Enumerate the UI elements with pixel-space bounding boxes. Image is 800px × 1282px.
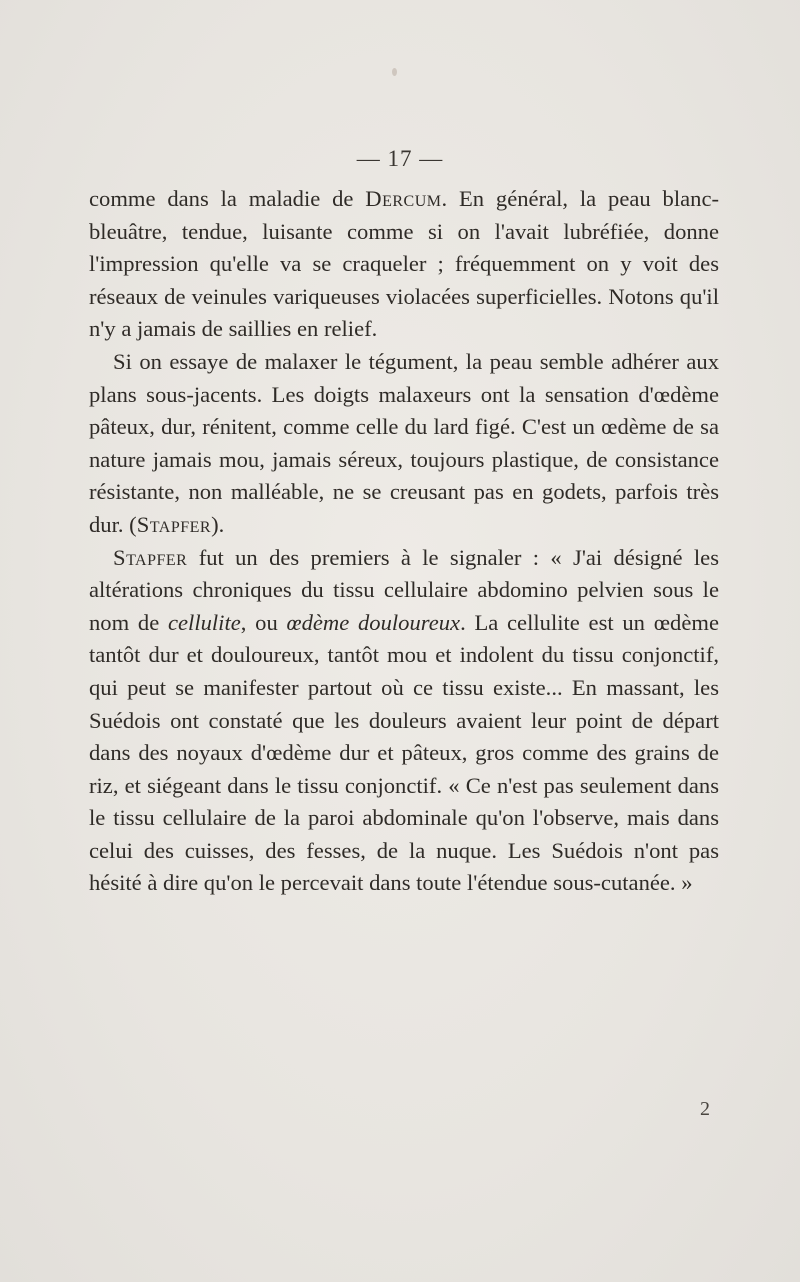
paragraph-1-text-end: . En général, la peau blanc-bleuâtre, tendue, luisante comme si on l'avait lubréfiée, donne l'impression qu'elle va se craqueler ; fréquemment on y voit des réseaux de veinules variqueuses violacées superficielles. Notons qu'il n'y a jamais de saillies en relief. — [89, 186, 719, 342]
page-body — [89, 183, 719, 900]
paragraph-1 — [89, 183, 719, 346]
printer-signature-mark: 2 — [700, 1098, 710, 1120]
paragraph-1-text-start: comme dans la maladie de — [89, 186, 366, 211]
author-name-stapfer: Stapfer — [113, 544, 188, 570]
paragraph-3-text-part-3: . La cellulite est un œdème tantôt dur et douloureux, tantôt mou et indolent du tissu conjonctif, qui peut se manifester partout où ce tissu existe... En massant, les Suédois ont constaté que les douleurs avaient leur point de départ dans des noyaux d'œdème dur et pâteux, gros comme des grains de riz, et siégeant dans le tissu conjonctif. « Ce n'est pas seulement dans le tissu cellulaire de la paroi abdominale qu'on l'observe, mais dans celui des cuisses, des fesses, de la nuque. Les Suédois n'ont pas hésité à dire qu'on le percevait dans toute l'étendue sous-cutanée. » — [89, 609, 719, 896]
paper-spot — [392, 68, 397, 76]
paragraph-2-text: Si on essaye de malaxer le tégument, la peau semble adhérer aux plans sous-jacents. Les doigts malaxeurs ont la sensation d'œdème pâteux, dur, rénitent, comme celle du lard figé. C'est un œdème de sa nature jamais mou, jamais séreux, toujours plastique, de consistance résistante, non malléable, ne se creusant pas en godets, parfois très dur. ( — [89, 348, 719, 537]
page-number: — 17 — — [356, 146, 444, 171]
paragraph-2-text-end: ). — [211, 511, 225, 537]
author-name-dercum: Dercum — [365, 186, 442, 211]
paragraph-3 — [89, 542, 719, 901]
term-cellulite: cellulite — [167, 609, 241, 635]
paragraph-3-text-part-1: fut un des premiers à le signaler : « J'ai désigné les altérations chroniques du tissu cellulaire abdomino pelvien sous le nom de — [89, 544, 719, 635]
author-name-stapfer-citation: Stapfer — [136, 511, 212, 537]
paragraph-3-text-part-2: , ou — [240, 609, 287, 635]
paragraph-2 — [89, 346, 719, 542]
term-oedeme-douloureux: œdème douloureux — [286, 609, 461, 635]
